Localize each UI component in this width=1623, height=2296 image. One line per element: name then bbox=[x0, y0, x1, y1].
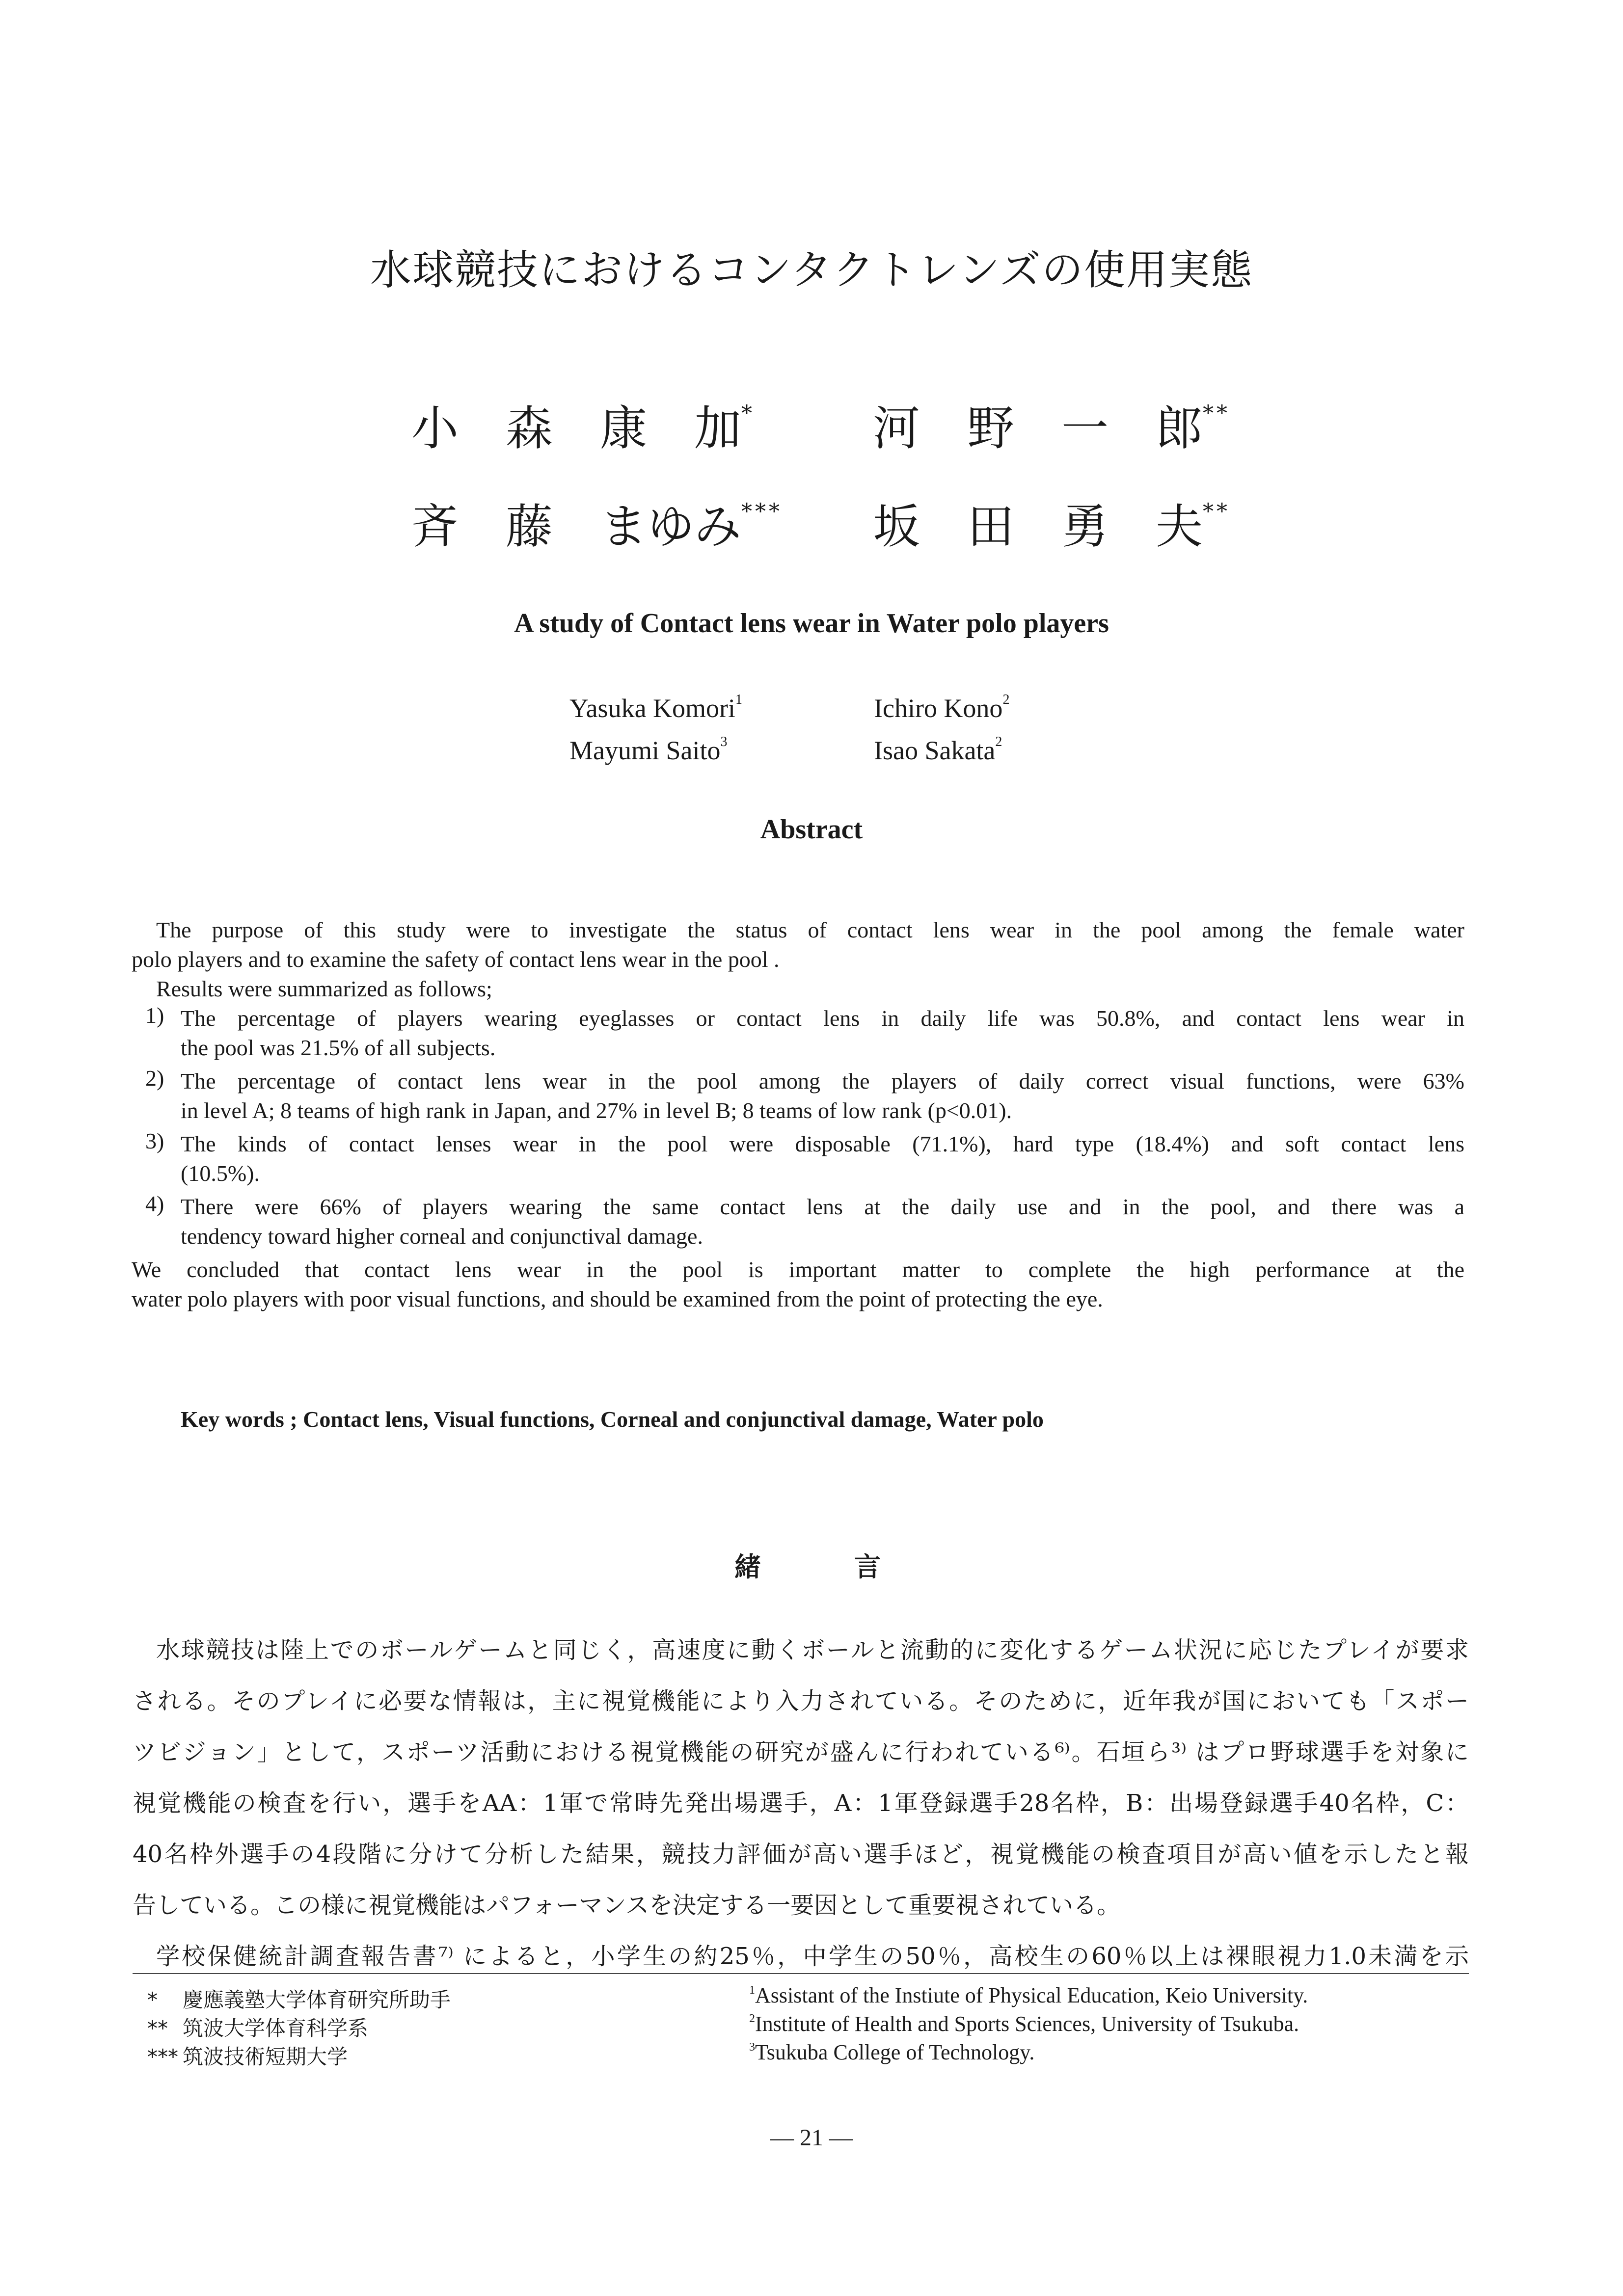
author-jp-1 bbox=[411, 401, 755, 456]
author-en-mark: 3 bbox=[720, 734, 728, 749]
footnote-text: Institute of Health and Sports Sciences, University of Tsukuba. bbox=[755, 2012, 1299, 2036]
footnote-mark: 3 bbox=[749, 2041, 755, 2054]
footnote-jp bbox=[147, 1984, 451, 2013]
result-line: The percentage of contact lens wear in the pool among the players of daily correct visual functions, were 63% bbox=[181, 1068, 1464, 1094]
author-jp-name: 河 野 一 郎 bbox=[873, 401, 1203, 456]
body-text bbox=[133, 1625, 1469, 1982]
author-en-2 bbox=[874, 693, 1009, 723]
author-en-4 bbox=[874, 735, 1002, 766]
author-en-mark: 2 bbox=[995, 734, 1002, 749]
paper-title-jp: 水球競技におけるコンタクトレンズの使用実態 bbox=[370, 246, 1253, 294]
result-line: (10.5%). bbox=[181, 1161, 260, 1186]
result-line: The percentage of players wearing eyeglasses or contact lens in daily life was 50.8%, and contact lens wear in bbox=[181, 1006, 1464, 1031]
footnote-jp bbox=[147, 2041, 348, 2070]
footnote-en bbox=[749, 1983, 1308, 2008]
body-line: される。そのプレイに必要な情報は，主に視覚機能により入力されている。そのために，近年我が国においても「スポー bbox=[133, 1687, 1469, 1715]
result-line: in level A; 8 teams of high rank in Japan, and 27% in level B; 8 teams of low rank (p<0.01). bbox=[181, 1098, 1012, 1123]
author-en-name: Mayumi Saito bbox=[569, 736, 721, 765]
section-heading: 緒言 bbox=[734, 1551, 974, 1582]
abstract-heading: Abstract bbox=[760, 814, 863, 845]
body-line: 告している。この様に視覚機能はパフォーマンスを決定する一要因として重要視されている。 bbox=[133, 1892, 1121, 1919]
results-intro: Results were summarized as follows; bbox=[156, 976, 492, 1001]
author-jp-2 bbox=[873, 401, 1230, 456]
result-line: There were 66% of players wearing the same contact lens at the daily use and in the pool, and there was a bbox=[181, 1194, 1464, 1219]
author-jp-name: 坂 田 勇 夫 bbox=[873, 499, 1203, 554]
conclusion-line: water polo players with poor visual functions, and should be examined from the point of protecting the eye. bbox=[132, 1286, 1103, 1311]
footnote-en bbox=[749, 2011, 1299, 2036]
result-number: 1) bbox=[145, 1003, 164, 1028]
author-jp-mark: ** bbox=[1203, 499, 1230, 524]
author-en-mark: 1 bbox=[735, 692, 743, 707]
author-en-3 bbox=[569, 735, 728, 766]
body-line: 視覚機能の検査を行い，選手をAA：1軍で常時先発出場選手，A：1軍登録選手28名枠，B：出場登録選手40名枠，C： bbox=[133, 1789, 1469, 1817]
author-jp-name: 小 森 康 加 bbox=[411, 401, 741, 456]
page-number: — 21 — bbox=[770, 2125, 853, 2151]
footnote-mark: * bbox=[147, 1988, 158, 2012]
author-jp-mark: * bbox=[741, 401, 755, 426]
footnote-mark: *** bbox=[147, 2045, 178, 2069]
author-en-1 bbox=[569, 693, 742, 723]
author-en-name: Isao Sakata bbox=[874, 736, 996, 765]
author-en-mark: 2 bbox=[1002, 692, 1010, 707]
paper-title-en: A study of Contact lens wear in Water polo players bbox=[514, 608, 1109, 639]
abstract-intro-line: The purpose of this study were to investigate the status of contact lens wear in the pool among the female water bbox=[156, 917, 1464, 942]
author-en-name: Yasuka Komori bbox=[569, 694, 736, 723]
result-number: 3) bbox=[145, 1128, 164, 1153]
author-jp-mark: ** bbox=[1203, 401, 1230, 426]
footnote-text: Assistant of the Instiute of Physical Education, Keio University. bbox=[755, 1983, 1308, 2007]
author-jp-4 bbox=[873, 499, 1230, 554]
keywords: Key words ; Contact lens, Visual functions, Corneal and conjunctival damage, Water polo bbox=[181, 1407, 1044, 1432]
body-line: ツビジョン」として，スポーツ活動における視覚機能の研究が盛んに行われている⁶⁾。石垣ら³⁾ はプロ野球選手を対象に bbox=[133, 1738, 1469, 1766]
author-jp-3 bbox=[411, 499, 783, 554]
result-number: 4) bbox=[145, 1191, 164, 1216]
result-line: tendency toward higher corneal and conjunctival damage. bbox=[181, 1224, 703, 1249]
author-jp-mark: *** bbox=[741, 499, 783, 524]
footnote-mark: 2 bbox=[749, 2012, 755, 2025]
footnote-rule bbox=[133, 1973, 1469, 1974]
footnote-mark: ** bbox=[147, 2016, 168, 2040]
footnote-en bbox=[749, 2040, 1034, 2065]
author-jp-name: 斉 藤 まゆみ bbox=[411, 499, 741, 554]
footnote-text: Tsukuba College of Technology. bbox=[755, 2040, 1035, 2064]
footnote-mark: 1 bbox=[749, 1984, 755, 1997]
result-number: 2) bbox=[145, 1066, 164, 1091]
footnote-text: 筑波技術短期大学 bbox=[183, 2045, 348, 2069]
footnote-jp bbox=[147, 2012, 368, 2042]
footnote-text: 慶應義塾大学体育研究所助手 bbox=[183, 1988, 451, 2012]
result-line: The kinds of contact lenses wear in the pool were disposable (71.1%), hard type (18.4%) and soft contact lens bbox=[181, 1131, 1464, 1156]
abstract-intro-line: polo players and to examine the safety of contact lens wear in the pool . bbox=[132, 947, 780, 972]
conclusion-line: We concluded that contact lens wear in the pool is important matter to complete the high performance at the bbox=[132, 1257, 1464, 1282]
author-en-name: Ichiro Kono bbox=[874, 694, 1003, 723]
footnote-text: 筑波大学体育科学系 bbox=[183, 2016, 369, 2040]
body-line: 水球競技は陸上でのボールゲームと同じく，高速度に動くボールと流動的に変化するゲーム状況に応じたプレイが要求 bbox=[156, 1636, 1469, 1664]
body-line: 学校保健統計調査報告書⁷⁾ によると，小学生の約25％，中学生の50％，高校生の60％以上は裸眼視力1.0未満を示 bbox=[156, 1943, 1469, 1970]
result-line: the pool was 21.5% of all subjects. bbox=[181, 1035, 496, 1060]
body-line: 40名枠外選手の4段階に分けて分析した結果，競技力評価が高い選手ほど，視覚機能の検査項目が高い値を示したと報 bbox=[133, 1841, 1469, 1868]
